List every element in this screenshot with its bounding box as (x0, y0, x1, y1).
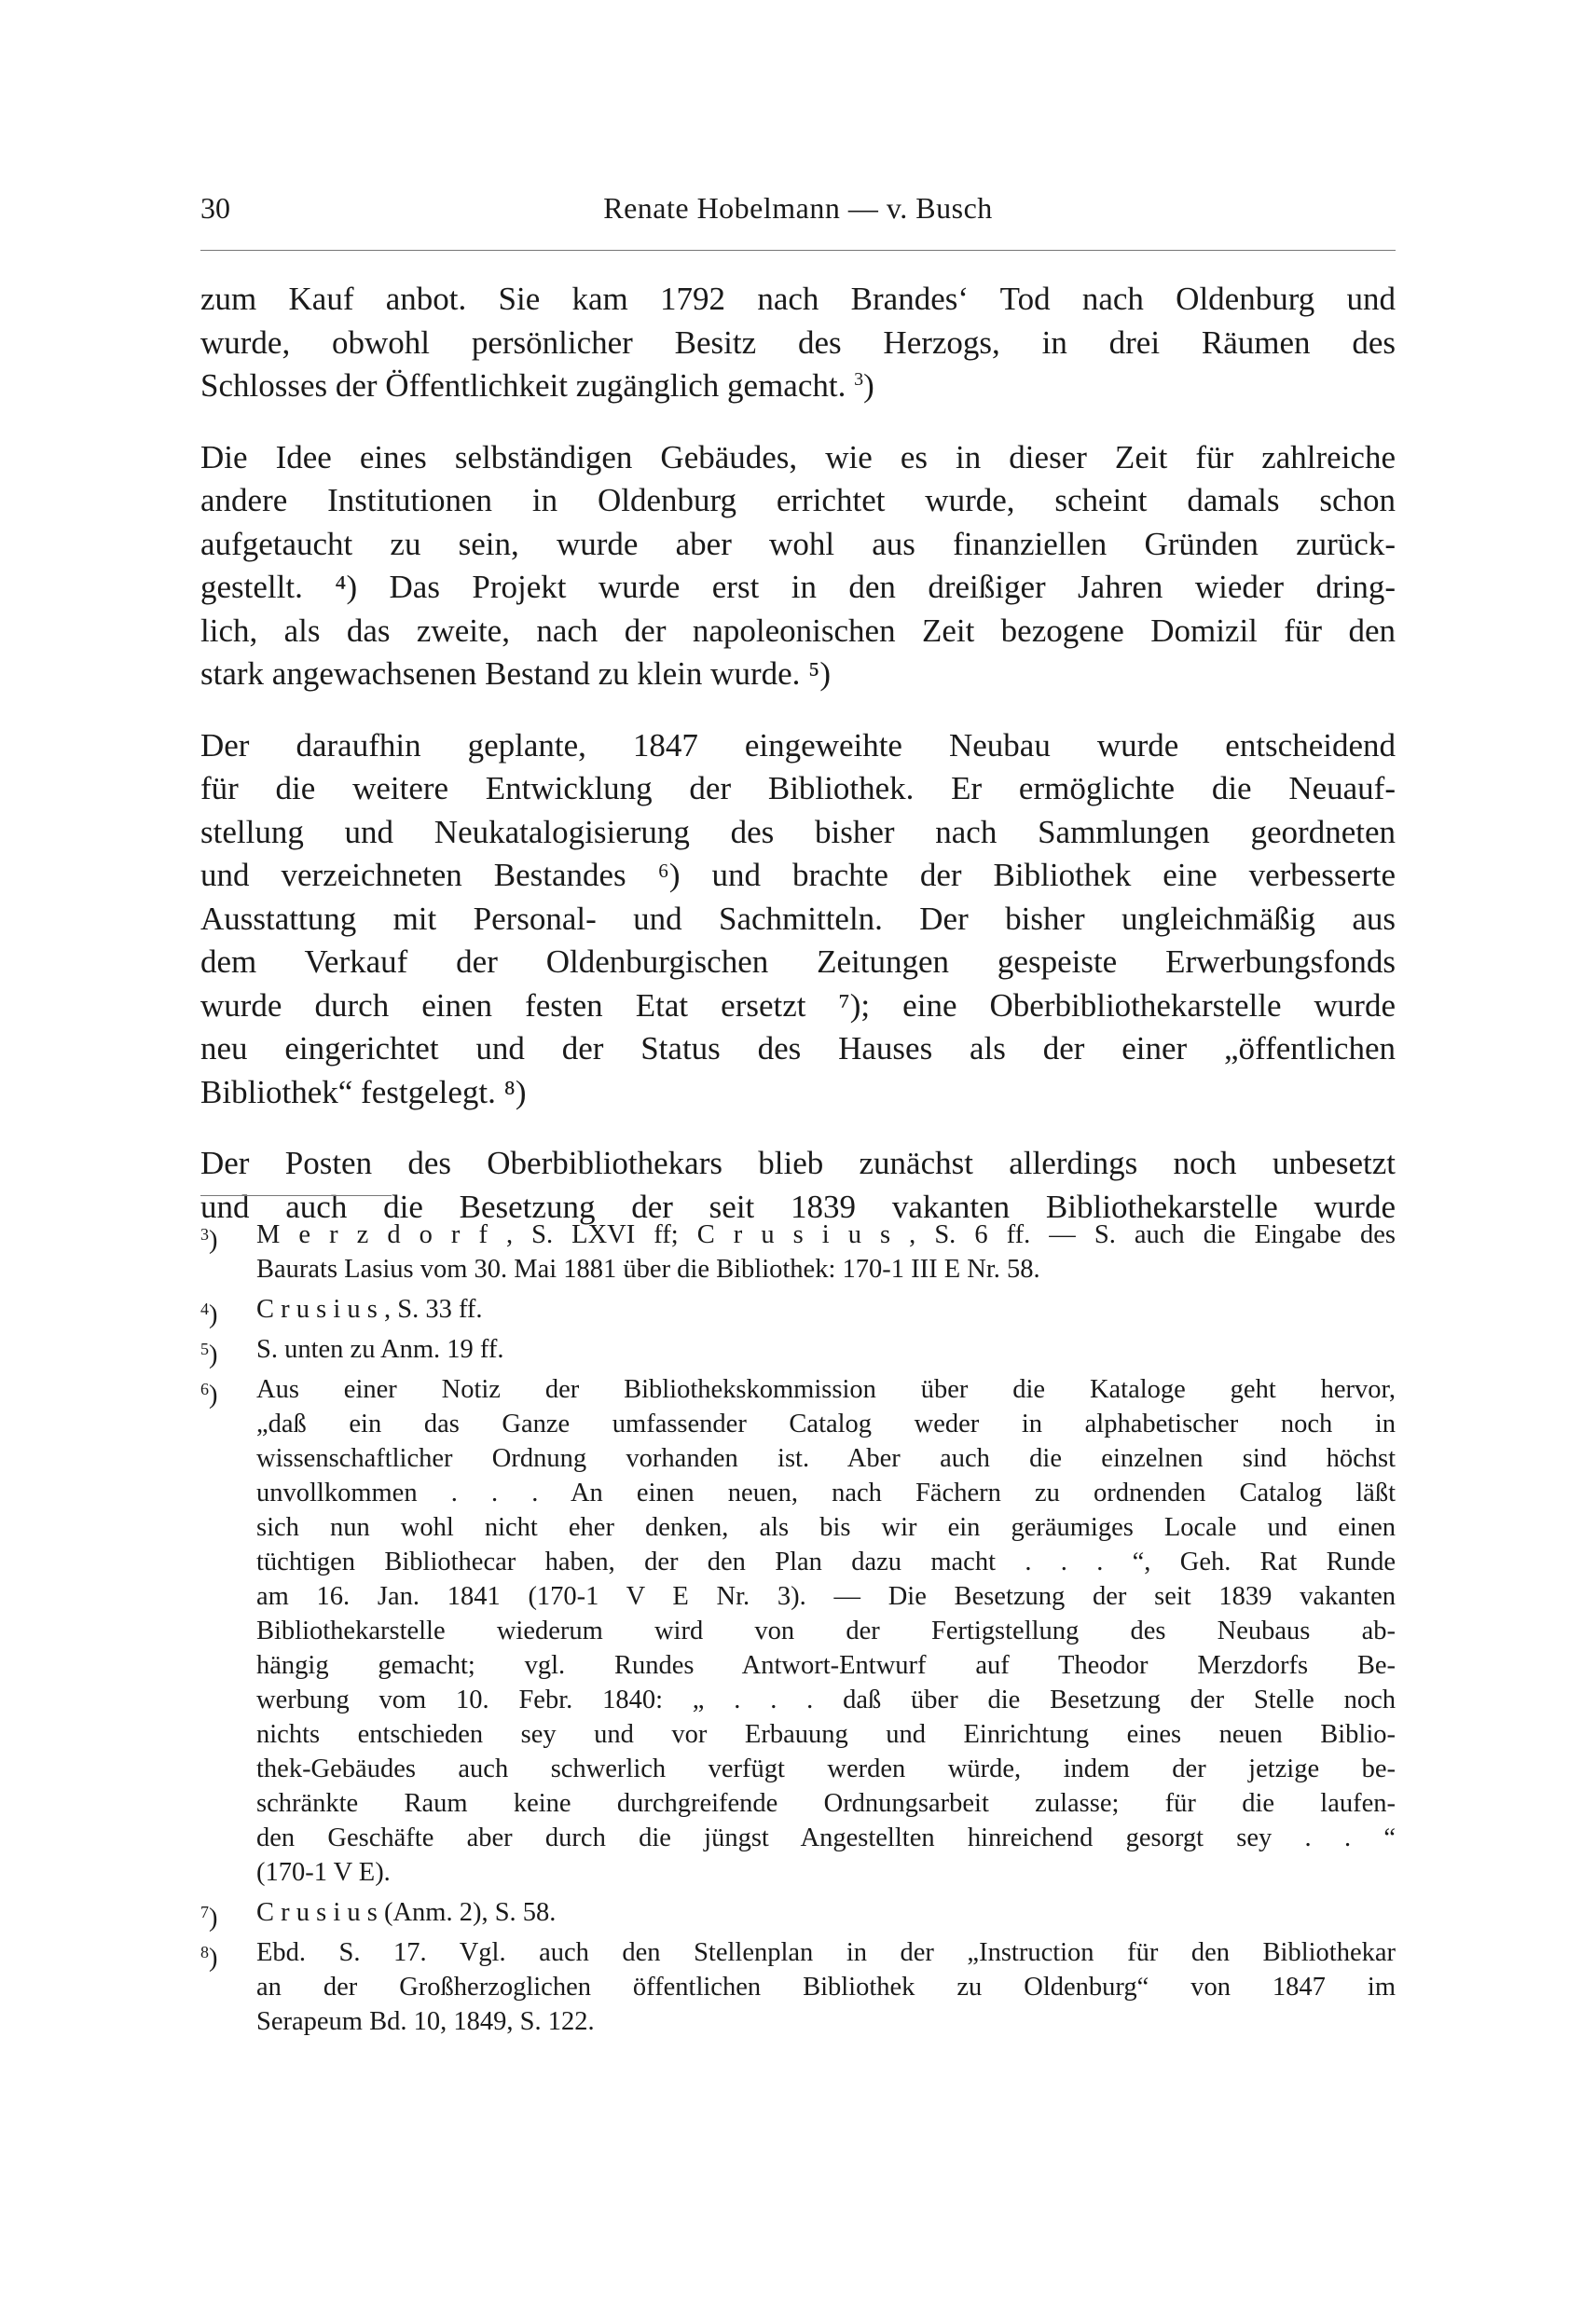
footnote-marker: $^8$) (200, 1943, 218, 1973)
footnote-line: thek-Gebäudes auch schwerlich verfügt werden würde, indem der jetzige be- (256, 1755, 1396, 1783)
footnote-line: Bibliothekarstelle wiederum wird von der Fertigstellung des Neubaus ab- (256, 1617, 1396, 1645)
footnote-marker: $^6$) (200, 1380, 218, 1410)
footnote-marker: $^4$) (200, 1300, 218, 1329)
text-line: lich, als das zweite, nach der napoleonischen Zeit bezogene Domizil für den (200, 612, 1396, 649)
paragraph-3 (200, 724, 1396, 1115)
text-line: stark angewachsenen Bestand zu klein wurde. ⁵) (200, 655, 831, 692)
footnote-line: „daß ein das Ganze umfassender Catalog weder in alphabetischer noch in (256, 1410, 1396, 1438)
footnote-line: wissenschaftlicher Ordnung vorhanden ist. Aber auch die einzelnen sind höchst (256, 1444, 1396, 1473)
text-line: dem Verkauf der Oldenburgischen Zeitungen gespeiste Erwerbungsfonds (200, 943, 1396, 980)
footnote-line: schränkte Raum keine durchgreifende Ordnungsarbeit zulasse; für die laufen- (256, 1789, 1396, 1818)
footnote-5 (200, 1332, 1396, 1367)
footnote-line: sich nun wohl nicht eher denken, als bis wir ein geräumiges Locale und einen (256, 1513, 1396, 1542)
footnote-line: unvollkommen . . . An einen neuen, nach Fächern zu ordnenden Catalog läßt (256, 1479, 1396, 1507)
footnote-line: Aus einer Notiz der Bibliothekskommission über die Kataloge geht hervor, (256, 1375, 1396, 1404)
page-number: 30 (200, 191, 230, 225)
text-line: für die weitere Entwicklung der Bibliothek. Er ermöglichte die Neuauf- (200, 770, 1396, 806)
footnote-line: M e r z d o r f , S. LXVI ff; C r u s i u s , S. 6 ff. — S. auch die Eingabe des (256, 1220, 1396, 1249)
footnote-line: C r u s i u s (Anm. 2), S. 58. (256, 1898, 557, 1927)
footnote-reference: 3 (854, 369, 864, 390)
running-head: Renate Hobelmann — v. Busch (603, 191, 993, 225)
footnote-8 (200, 1935, 1396, 2039)
text-line: wurde durch einen festen Etat ersetzt ⁷); eine Oberbibliothekarstelle wurde (200, 986, 1396, 1024)
footnote-line: Serapeum Bd. 10, 1849, S. 122. (256, 2007, 595, 2036)
text-line: und auch die Besetzung der seit 1839 vakanten Bibliothekarstelle wurde (200, 1188, 1396, 1225)
footnote-line: Ebd. S. 17. Vgl. auch den Stellenplan in der „Instruction für den Bibliothekar (256, 1938, 1396, 1967)
footnote-reference-paren: ) (863, 367, 874, 404)
text-line: Die Idee eines selbständigen Gebäudes, wie es in dieser Zeit für zahlreiche (200, 438, 1396, 475)
text-line: Ausstattung mit Personal- und Sachmitteln. Der bisher ungleichmäßig aus (200, 900, 1396, 937)
footnote-3 (200, 1218, 1396, 1287)
footnotes (200, 1218, 1396, 2044)
footnote-line: tüchtigen Bibliothecar haben, der den Plan dazu macht . . . “, Geh. Rat Runde (256, 1548, 1396, 1576)
text-line: gestellt. ⁴) Das Projekt wurde erst in den dreißiger Jahren wieder dring- (200, 569, 1396, 605)
footnote-line: Baurats Lasius vom 30. Mai 1881 über die Bibliothek: 170-1 III E Nr. 58. (256, 1255, 1040, 1284)
footnote-separator (200, 1195, 392, 1196)
paragraph-1 (200, 278, 1396, 408)
footnote-line: am 16. Jan. 1841 (170-1 V E Nr. 3). — Die Besetzung der seit 1839 vakanten (256, 1582, 1396, 1611)
text-line: wurde, obwohl persönlicher Besitz des Herzogs, in drei Räumen des (200, 323, 1396, 361)
footnote-marker: $^3$) (200, 1225, 218, 1255)
paragraph-2 (200, 436, 1396, 696)
text-line: andere Institutionen in Oldenburg errichtet wurde, scheint damals schon (200, 482, 1396, 518)
footnote-marker: $^5$) (200, 1340, 218, 1369)
footnote-4 (200, 1292, 1396, 1327)
footnote-line: werbung vom 10. Febr. 1840: „ . . . daß über die Besetzung der Stelle noch (256, 1686, 1396, 1714)
footnote-line: S. unten zu Anm. 19 ff. (256, 1335, 504, 1364)
text-line: und verzeichneten Bestandes ⁶) und brachte der Bibliothek eine verbesserte (200, 857, 1396, 893)
footnote-line: an der Großherzoglichen öffentlichen Bibliothek zu Oldenburg“ von 1847 im (256, 1973, 1396, 2002)
text-line: Der daraufhin geplante, 1847 eingeweihte Neubau wurde entscheidend (200, 726, 1396, 764)
body-text (200, 278, 1396, 1229)
paragraph-4 (200, 1142, 1396, 1229)
text-line: stellung und Neukatalogisierung des bisher nach Sammlungen geordneten (200, 813, 1396, 850)
header-rule (200, 250, 1396, 251)
page-header (200, 191, 1396, 228)
footnote-line: hängig gemacht; vgl. Rundes Antwort-Entwurf auf Theodor Merzdorfs Be- (256, 1651, 1396, 1680)
text-line-content: Schlosses der Öffentlichkeit zugänglich gemacht. (200, 367, 846, 404)
footnote-line: den Geschäfte aber durch die jüngst Angestellten hinreichend gesorgt sey . . “ (256, 1823, 1396, 1852)
footnote-line: (170-1 V E). (256, 1858, 391, 1887)
footnote-marker: $^7$) (200, 1903, 218, 1933)
footnote-6 (200, 1372, 1396, 1890)
text-line: Bibliothek“ festgelegt. ⁸) (200, 1073, 527, 1110)
text-line: zum Kauf anbot. Sie kam 1792 nach Brandes‘ Tod nach Oldenburg und (200, 281, 1396, 317)
text-line: neu eingerichtet und der Status des Hauses als der einer „öffentlichen (200, 1030, 1396, 1067)
text-line: aufgetaucht zu sein, wurde aber wohl aus finanziellen Gründen zurück- (200, 525, 1396, 562)
text-line: Der Posten des Oberbibliothekars blieb zunächst allerdings noch unbesetzt (200, 1145, 1396, 1181)
footnote-line: C r u s i u s , S. 33 ff. (256, 1295, 483, 1324)
text-line (200, 365, 1396, 408)
footnote-7 (200, 1895, 1396, 1933)
footnote-line: nichts entschieden sey und vor Erbauung und Einrichtung eines neuen Biblio- (256, 1720, 1396, 1749)
